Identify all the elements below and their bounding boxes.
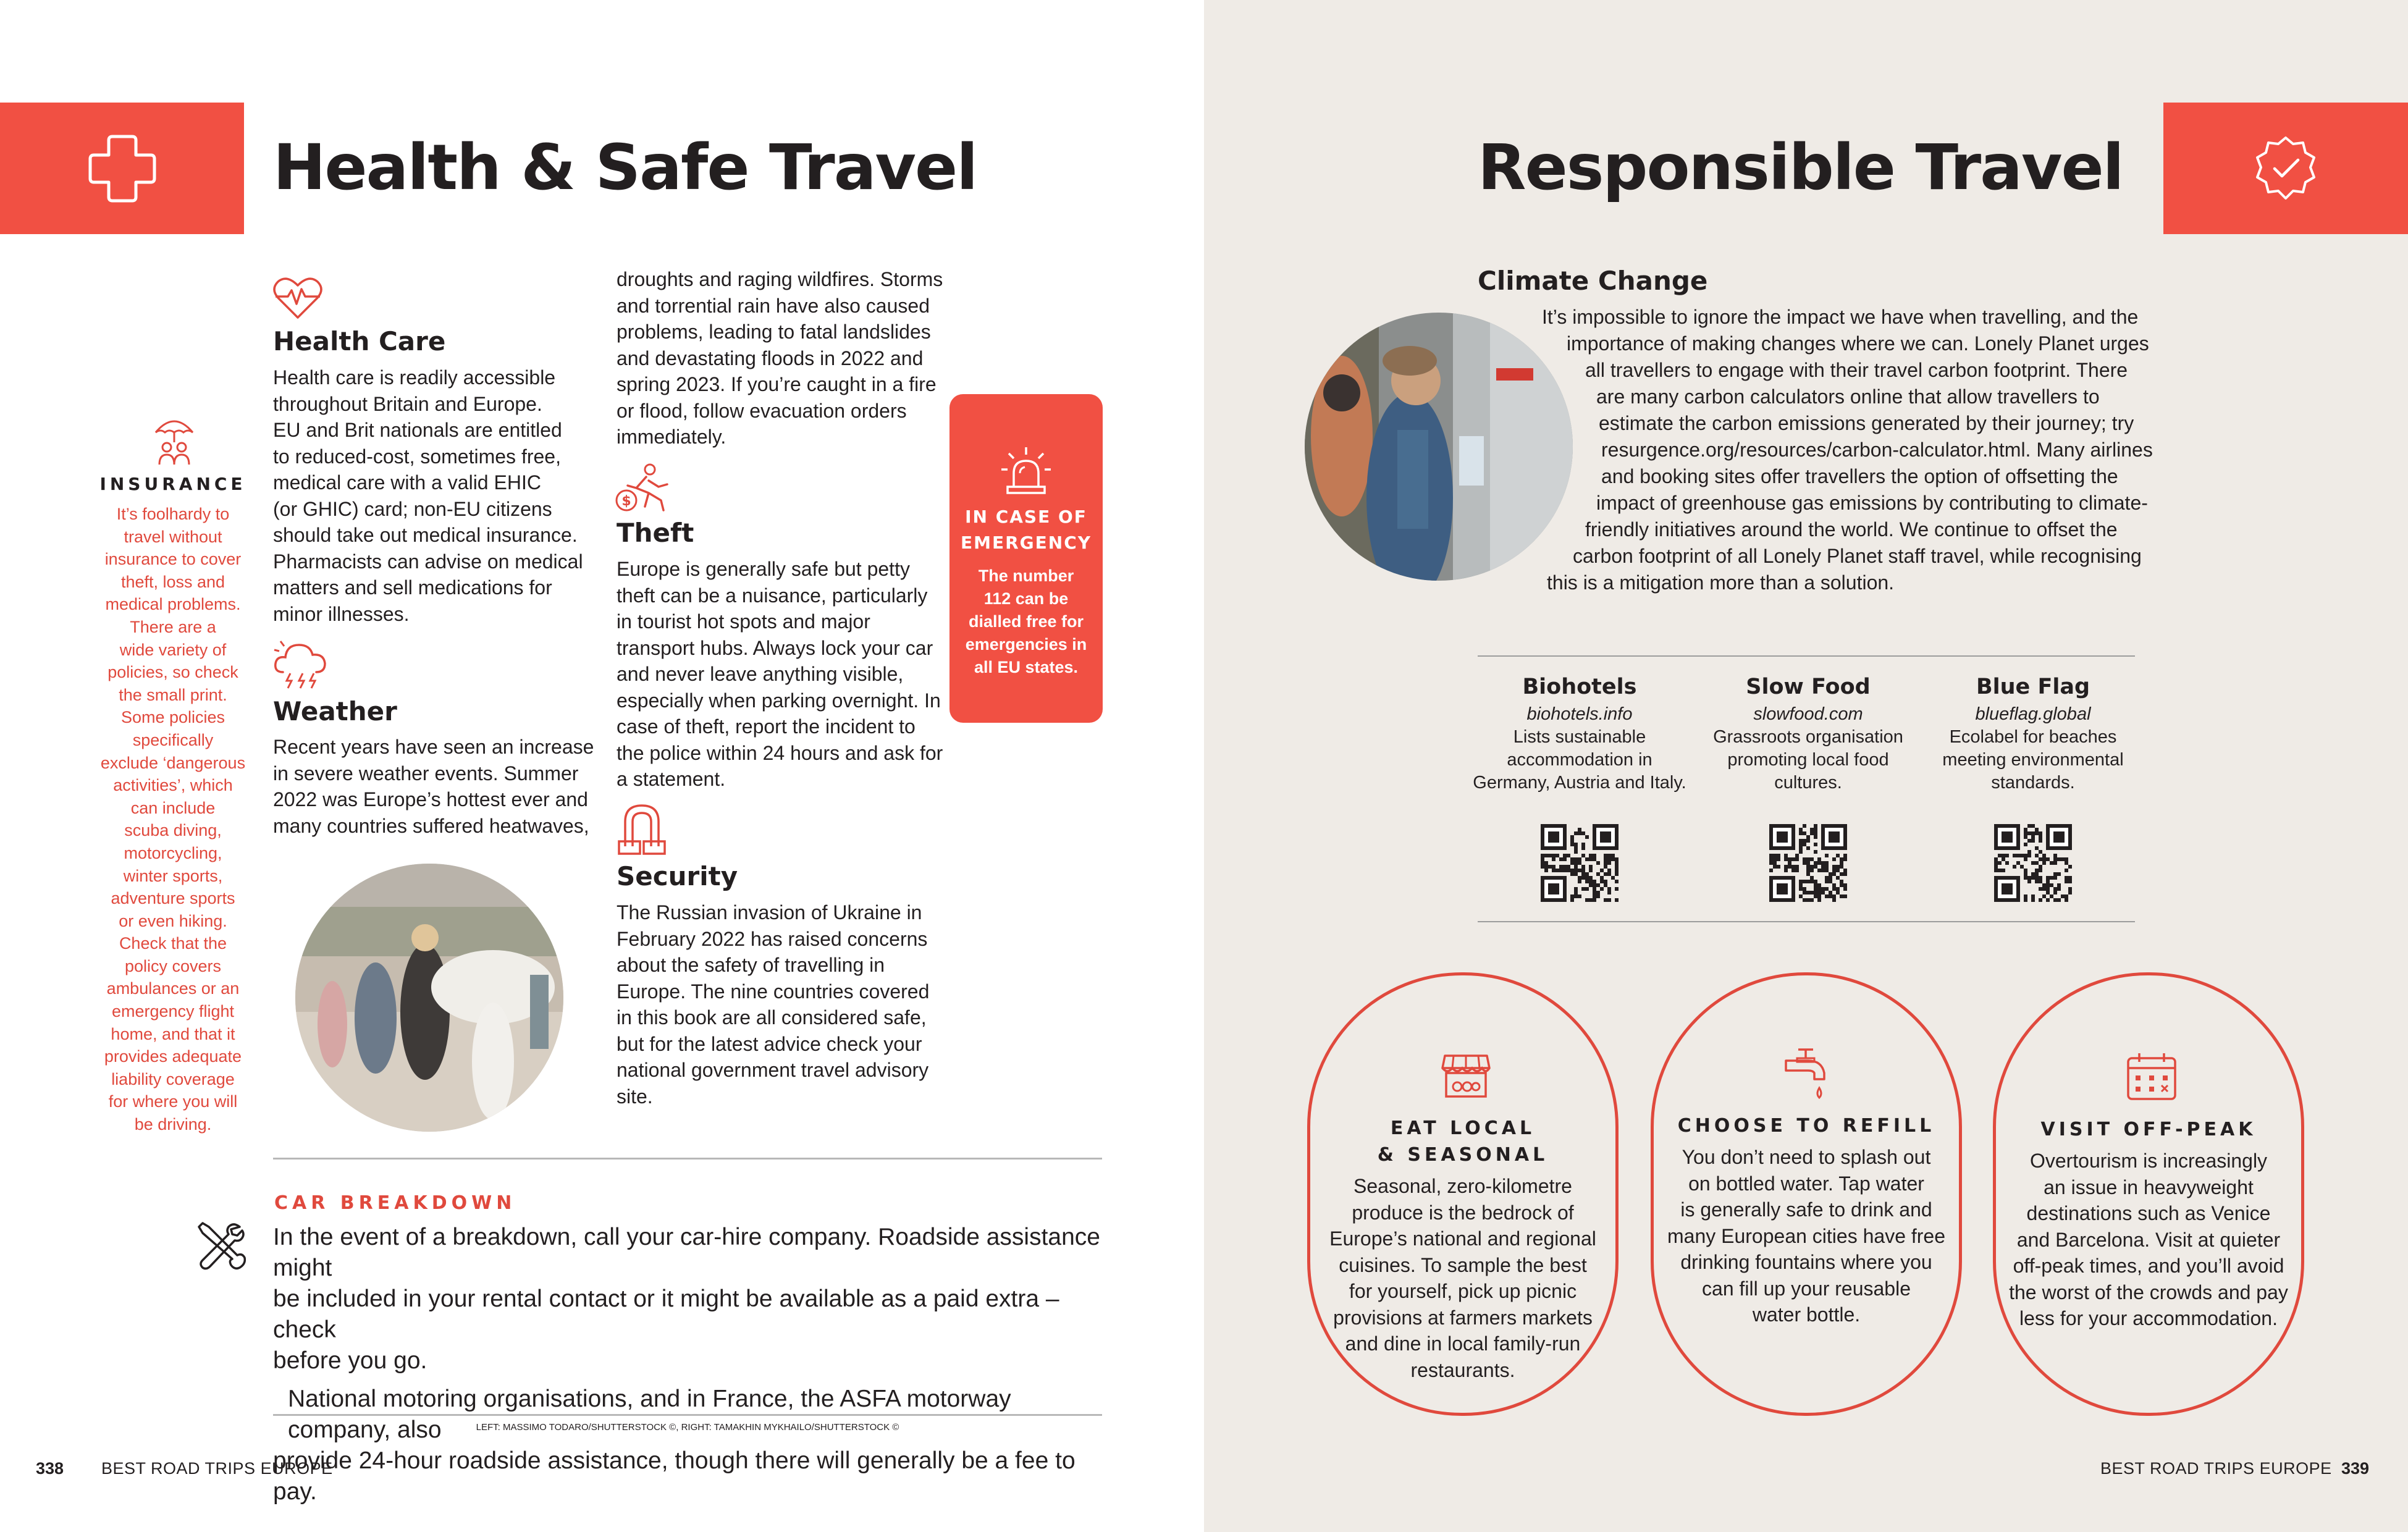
- text-line: Check that the: [119, 934, 227, 953]
- heart-pulse-icon: [272, 276, 324, 320]
- text-line: less for your accommodation.: [2019, 1307, 2278, 1329]
- tip-heading: & SEASONAL: [1377, 1144, 1549, 1166]
- text-line: The Russian invasion of Ukraine in: [617, 901, 922, 924]
- tip-heading: VISIT OFF-PEAK: [2040, 1119, 2257, 1140]
- text-line: before you go.: [273, 1347, 427, 1374]
- text-line: and Barcelona. Visit at quieter: [2016, 1228, 2281, 1251]
- padlock-icon: [617, 803, 667, 856]
- text-line: and dine in local family-run: [1345, 1332, 1581, 1355]
- text-line: in this book are all considered safe,: [617, 1006, 927, 1029]
- text-line: In the event of a breakdown, call your car-hire company. Roadside assistance might: [273, 1224, 1100, 1281]
- health-care-heading: Health Care: [273, 326, 446, 356]
- text-line: There are a: [130, 617, 216, 636]
- text-line: to reduced-cost, sometimes free,: [273, 445, 561, 468]
- org-blue-flag: [1925, 675, 2141, 794]
- title-icon-box: [2163, 103, 2408, 234]
- text-line: EU and Brit nationals are entitled: [273, 419, 562, 441]
- medical-cross-icon: [85, 132, 159, 206]
- photo-credit: LEFT: MASSIMO TODARO/SHUTTERSTOCK ©, RIGHT: TAMAKHIN MYKHAILO/SHUTTERSTOCK ©: [476, 1422, 899, 1433]
- text-line: Europe is generally safe but petty: [617, 558, 910, 580]
- text-line: theft, loss and: [120, 572, 225, 591]
- calendar-icon: [2126, 1052, 2178, 1101]
- page-number-right: 339: [2341, 1459, 2370, 1478]
- text-line: for yourself, pick up picnic: [1349, 1280, 1577, 1302]
- running-title-left: BEST ROAD TRIPS EUROPE: [101, 1459, 333, 1478]
- text-line: immediately.: [617, 426, 726, 448]
- text-line: winter sports,: [123, 866, 223, 885]
- text-line: It’s impossible to ignore the impact we have when travelling, and the: [1542, 306, 2139, 328]
- text-line: spring 2023. If you’re caught in a fire: [617, 373, 937, 395]
- text-line: droughts and raging wildfires. Storms: [617, 268, 943, 290]
- text-line: the worst of the crowds and pay: [2009, 1281, 2288, 1303]
- text-line: for where you will: [108, 1092, 238, 1111]
- text-line: scuba diving,: [124, 821, 222, 840]
- text-line: be driving.: [134, 1115, 212, 1134]
- storm-cloud-icon: [272, 635, 329, 692]
- security-heading: Security: [617, 861, 738, 891]
- text-line: are many carbon calculators online that allow travellers to: [1596, 385, 2100, 408]
- text-line: Seasonal, zero-kilometre: [1353, 1175, 1572, 1197]
- text-line: is generally safe to drink and: [1680, 1198, 1932, 1221]
- text-line: all EU states.: [974, 658, 1079, 676]
- water-tap-icon: [1783, 1046, 1835, 1105]
- text-line: Pharmacists can advise on medical: [273, 550, 583, 573]
- text-line: Europe’s national and regional: [1329, 1227, 1596, 1250]
- text-line: specifically: [132, 730, 214, 749]
- text-line: provisions at farmers markets: [1333, 1306, 1593, 1329]
- text-line: or even hiking.: [119, 911, 227, 930]
- text-line: ambulances or an: [106, 979, 240, 998]
- text-line: impact of greenhouse gas emissions by contributing to climate-: [1596, 492, 2148, 514]
- running-title-right: BEST ROAD TRIPS EUROPE: [2100, 1459, 2332, 1478]
- text-line: on bottled water. Tap water: [1688, 1172, 1924, 1195]
- text-line: throughout Britain and Europe.: [273, 392, 542, 415]
- text-line: Lists sustainable: [1513, 727, 1646, 747]
- text-line: emergencies in: [965, 635, 1087, 654]
- tip-eat-local: [1307, 972, 1619, 1416]
- text-line: emergency flight: [111, 1002, 235, 1021]
- text-line: transport hubs. Always lock your car: [617, 636, 933, 659]
- car-breakdown-heading: CAR BREAKDOWN: [274, 1192, 516, 1214]
- divider-top: [273, 1158, 1102, 1160]
- text-line: should take out medical insurance.: [273, 524, 578, 546]
- text-line: National motoring organisations, and in France, the ASFA motorway company, also: [288, 1386, 1011, 1443]
- emergency-box: [949, 394, 1103, 723]
- weather-text-continued: [617, 266, 950, 450]
- text-line: accommodation in: [1507, 750, 1652, 770]
- qr-code[interactable]: [1994, 824, 2072, 902]
- text-line: activities’, which: [113, 776, 233, 795]
- text-line: problems, leading to fatal landslides: [617, 321, 931, 343]
- text-line: all travellers to engage with their travel carbon footprint. There: [1585, 359, 2128, 381]
- text-line: adventure sports: [111, 889, 235, 908]
- health-care-text: [273, 364, 607, 627]
- text-line: in tourist hot spots and major: [617, 610, 870, 633]
- climate-change-heading: Climate Change: [1478, 266, 1708, 296]
- text-line: and devastating floods in 2022 and: [617, 347, 924, 369]
- text-line: dialled free for: [968, 612, 1084, 631]
- text-line: Grassroots organisation: [1713, 727, 1903, 747]
- text-line: water bottle.: [1752, 1303, 1861, 1326]
- tip-visit-off-peak: [1993, 972, 2304, 1416]
- text-line: importance of making changes where we can. Lonely Planet urges: [1567, 332, 2149, 355]
- text-line: It’s foolhardy to: [116, 505, 230, 523]
- text-line: many European cities have free: [1667, 1224, 1946, 1247]
- weather-heading: Weather: [273, 696, 397, 726]
- text-line: You don’t need to splash out: [1682, 1146, 1931, 1168]
- text-line: insurance to cover: [104, 550, 242, 569]
- car-breakdown-text: [273, 1222, 1113, 1507]
- text-line: 112 can be: [983, 589, 1069, 608]
- verified-badge-icon: [2251, 134, 2320, 203]
- text-line: a statement.: [617, 768, 726, 790]
- text-line: provide 24-hour roadside assistance, though there will generally be a fee to pay.: [273, 1447, 1076, 1505]
- text-line: Germany, Austria and Italy.: [1473, 773, 1686, 793]
- text-line: standards.: [1991, 773, 2075, 793]
- text-line: be included in your rental contact or it might be available as a paid extra – check: [273, 1286, 1059, 1343]
- org-name: Blue Flag: [1976, 675, 2090, 699]
- tourists-street-photo: [295, 864, 563, 1132]
- text-line: travel without: [124, 527, 222, 546]
- text-line: case of theft, report the incident to: [617, 715, 916, 738]
- theft-text: [617, 556, 950, 793]
- text-line: and torrential rain have also caused: [617, 294, 930, 317]
- text-line: theft can be a nuisance, particularly: [617, 584, 928, 607]
- org-name: Slow Food: [1746, 675, 1871, 699]
- svg-text:$: $: [621, 494, 631, 509]
- text-line: minor illnesses.: [273, 602, 410, 625]
- title-icon-box: [0, 103, 244, 234]
- page-title-left: Health & Safe Travel: [273, 131, 977, 204]
- text-line: especially when parking overnight. In: [617, 689, 941, 712]
- insurance-heading: INSURANCE: [99, 474, 246, 494]
- text-line: and never leave anything visible,: [617, 663, 904, 685]
- text-line: liability coverage: [111, 1069, 235, 1088]
- tip-heading: EAT LOCAL: [1390, 1117, 1536, 1139]
- text-line: meeting environmental: [1942, 750, 2124, 770]
- water-fountain-photo: [1305, 313, 1573, 581]
- qr-code[interactable]: [1541, 824, 1619, 902]
- org-url: blueflag.global: [1975, 704, 2091, 724]
- emergency-heading: IN CASE OF: [965, 507, 1087, 527]
- emergency-heading: EMERGENCY: [960, 532, 1092, 553]
- text-line: (or GHIC) card; non-EU citizens: [273, 497, 552, 520]
- text-line: policy covers: [124, 956, 222, 975]
- text-line: 2022 was Europe’s hottest ever and: [273, 788, 588, 810]
- text-line: friendly initiatives around the world. We continue to offset the: [1585, 518, 2118, 541]
- text-line: February 2022 has raised concerns: [617, 927, 928, 950]
- text-line: medical problems.: [105, 595, 241, 614]
- text-line: about the safety of travelling in: [617, 954, 885, 976]
- text-line: destinations such as Venice: [2026, 1202, 2271, 1224]
- text-line: home, and that it: [111, 1024, 235, 1043]
- text-line: medical care with a valid EHIC: [273, 471, 541, 494]
- thief-running-icon: [614, 462, 671, 515]
- text-line: policies, so check: [107, 663, 238, 682]
- text-line: produce is the bedrock of: [1352, 1201, 1574, 1224]
- market-stall-icon: [1441, 1052, 1491, 1099]
- page-number-left: 338: [36, 1459, 64, 1478]
- text-line: the police within 24 hours and ask for: [617, 741, 943, 764]
- text-line: exclude ‘dangerous: [100, 753, 246, 772]
- text-line: restaurants.: [1410, 1358, 1515, 1381]
- text-line: matters and sell medications for: [273, 576, 552, 599]
- text-line: carbon footprint of all Lonely Planet staff travel, while recognising: [1573, 545, 2142, 567]
- org-name: Biohotels: [1522, 675, 1637, 699]
- text-line: can include: [130, 798, 216, 817]
- text-line: estimate the carbon emissions generated by their journey; try: [1599, 412, 2134, 434]
- text-line: national government travel advisory: [617, 1059, 929, 1081]
- org-slow-food: [1700, 675, 1916, 794]
- text-line: cuisines. To sample the best: [1339, 1253, 1587, 1276]
- org-url: biohotels.info: [1526, 704, 1633, 724]
- text-line: Health care is readily accessible: [273, 366, 556, 389]
- text-line: off-peak times, and you’ll avoid: [2013, 1255, 2284, 1277]
- text-line: in severe weather events. Summer: [273, 762, 579, 785]
- text-line: promoting local food: [1727, 750, 1889, 770]
- text-line: many countries suffered heatwaves,: [273, 814, 589, 837]
- text-line: drinking fountains where you: [1680, 1251, 1932, 1273]
- org-divider-bottom: [1478, 921, 2135, 922]
- text-line: cultures.: [1774, 773, 1842, 793]
- text-line: this is a mitigation more than a solution.: [1547, 571, 1895, 594]
- umbrella-people-icon: [152, 410, 196, 467]
- tip-choose-to-refill: [1651, 972, 1962, 1416]
- text-line: the small print.: [119, 685, 227, 704]
- theft-heading: Theft: [617, 518, 694, 548]
- text-line: motorcycling,: [124, 843, 222, 862]
- text-line: site.: [617, 1085, 653, 1108]
- wrench-screwdriver-icon: [196, 1221, 246, 1270]
- qr-code[interactable]: [1769, 824, 1847, 902]
- text-line: resurgence.org/resources/carbon-calculator.html. Many airlines: [1601, 439, 2153, 461]
- text-line: Europe. The nine countries covered: [617, 980, 930, 1003]
- text-line: Some policies: [120, 708, 225, 727]
- tip-heading: CHOOSE TO REFILL: [1677, 1115, 1935, 1137]
- text-line: an issue in heavyweight: [2044, 1176, 2254, 1198]
- text-line: Overtourism is increasingly: [2029, 1150, 2268, 1172]
- insurance-text: [93, 503, 253, 1136]
- org-biohotels: [1471, 675, 1688, 794]
- text-line: Ecolabel for beaches: [1949, 727, 2117, 747]
- text-line: can fill up your reusable: [1702, 1277, 1911, 1300]
- org-divider-top: [1478, 655, 2135, 657]
- siren-icon: [1000, 446, 1052, 495]
- text-line: provides adequate: [104, 1047, 242, 1066]
- security-text: [617, 899, 950, 1109]
- weather-text: [273, 734, 607, 839]
- text-line: The number: [978, 566, 1074, 585]
- divider-bottom: [273, 1414, 1102, 1416]
- text-line: and booking sites offer travellers the option of offsetting the: [1601, 465, 2118, 487]
- text-line: Recent years have seen an increase: [273, 736, 594, 758]
- org-url: slowfood.com: [1753, 704, 1863, 724]
- text-line: wide variety of: [119, 640, 227, 659]
- text-line: or flood, follow evacuation orders: [617, 399, 907, 422]
- page-title-right: Responsible Travel: [1478, 131, 2123, 204]
- text-line: but for the latest advice check your: [617, 1032, 922, 1055]
